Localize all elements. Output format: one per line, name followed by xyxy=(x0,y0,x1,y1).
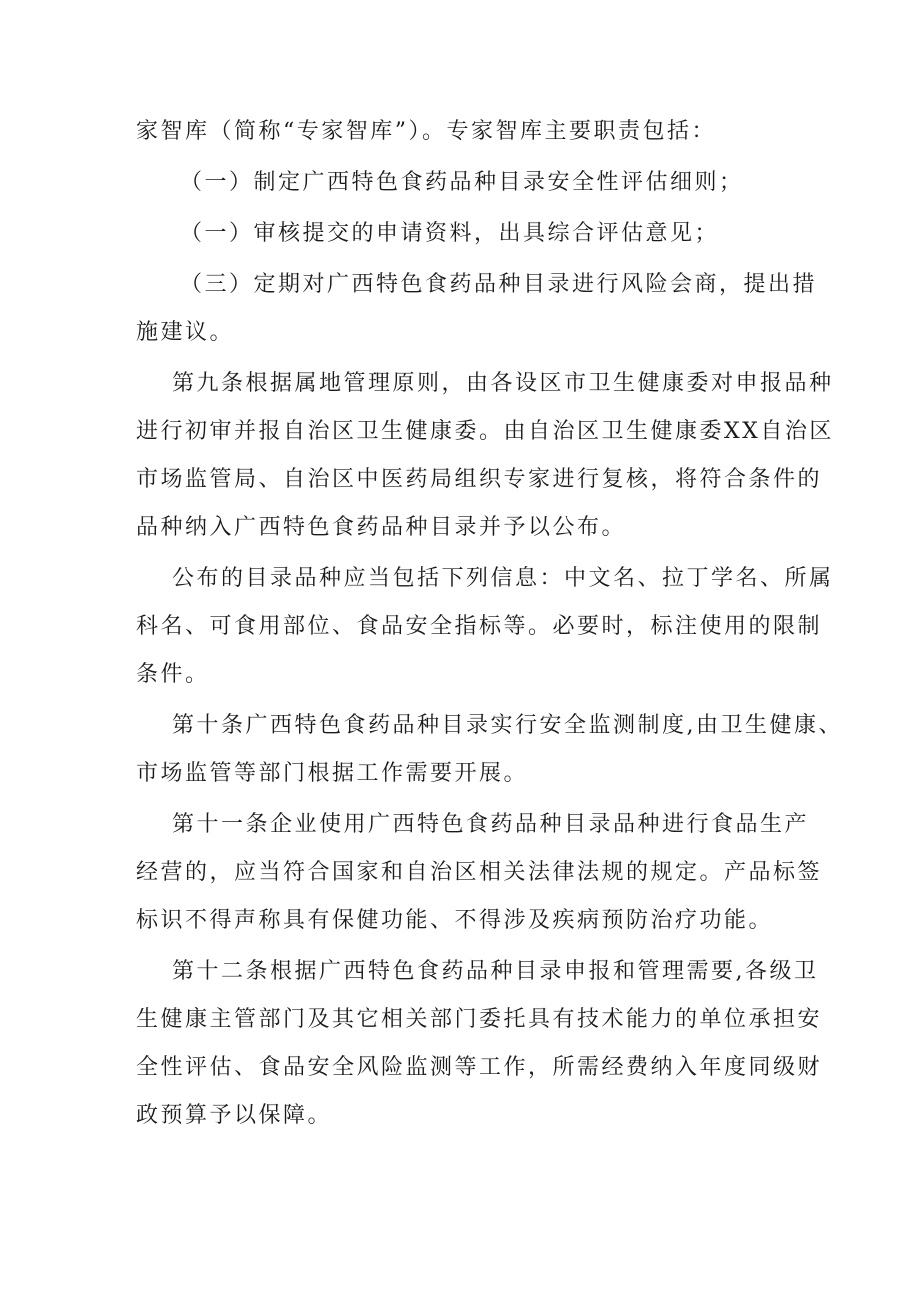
article-9-line: 第九条根据属地管理原则，由各设区市卫生健康委对申报品种 xyxy=(172,371,834,396)
paragraph-line: 市场监管等部门根据工作需要开展。 xyxy=(136,761,529,786)
paragraph-line: 生健康主管部门及其它相关部门委托具有技术能力的单位承担安 xyxy=(136,1007,823,1032)
article-10-line: 第十条广西特色食药品种目录实行安全监测制度,由卫生健康、 xyxy=(172,713,843,738)
paragraph-line: 条件。 xyxy=(136,662,210,687)
document-body xyxy=(136,108,843,1140)
published-info-line: 公布的目录品种应当包括下列信息：中文名、拉丁学名、所属 xyxy=(172,566,834,591)
article-11-line: 第十一条企业使用广西特色食药品种目录品种进行食品生产 xyxy=(172,812,810,837)
article-12-line: 第十二条根据广西特色食药品种目录申报和管理需要,各级卫 xyxy=(172,959,819,984)
paragraph-line: 品种纳入广西特色食药品种目录并予以公布。 xyxy=(136,515,627,540)
list-item-2: （一）审核提交的申请资料，出具综合评估意见； xyxy=(180,221,720,246)
paragraph-line: 市场监管局、自治区中医药局组织专家进行复核，将符合条件的 xyxy=(136,467,823,492)
paragraph-line: 家智库（简称“专家智库”）。专家智库主要职责包括： xyxy=(136,119,716,144)
list-item-1: （一）制定广西特色食药品种目录安全性评估细则； xyxy=(180,170,744,195)
paragraph-line: 全性评估、食品安全风险监测等工作，所需经费纳入年度同级财 xyxy=(136,1055,823,1080)
paragraph-line: 进行初审并报自治区卫生健康委。由自治区卫生健康委XX自治区 xyxy=(136,419,834,444)
paragraph-line: 科名、可食用部位、食品安全指标等。必要时，标注使用的限制 xyxy=(136,614,823,639)
list-item-3: （三）定期对广西特色食药品种目录进行风险会商，提出措 xyxy=(180,272,818,297)
paragraph-line: 政预算予以保障。 xyxy=(136,1103,333,1128)
paragraph-line: 经营的，应当符合国家和自治区相关法律法规的规定。产品标签 xyxy=(136,860,823,885)
paragraph-line: 标识不得声称具有保健功能、不得涉及疾病预防治疗功能。 xyxy=(136,908,774,933)
paragraph-line: 施建议。 xyxy=(136,320,235,345)
